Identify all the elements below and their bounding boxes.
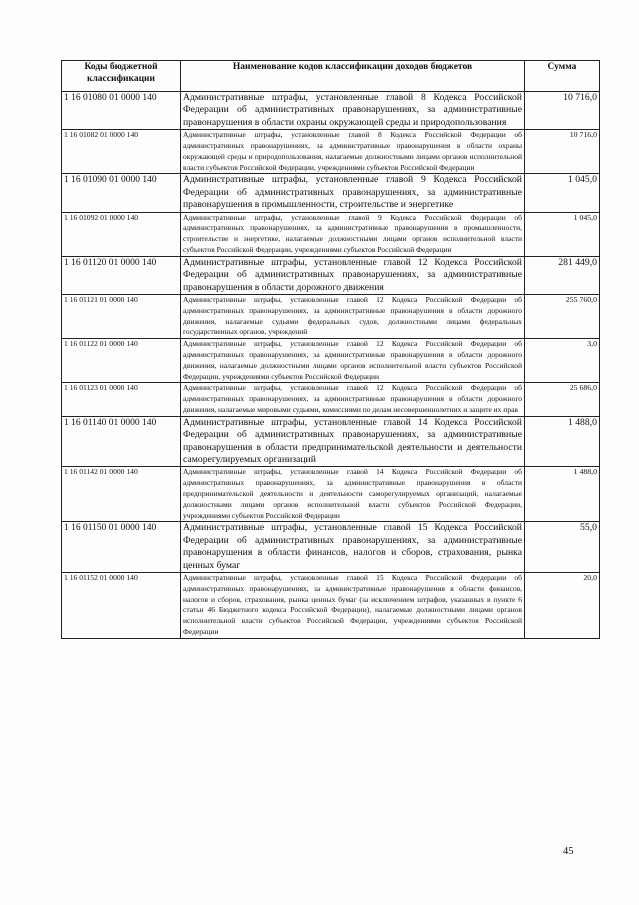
row-code: 1 16 01080 01 0000 140 <box>62 92 181 130</box>
row-sum: 255 760,0 <box>525 295 600 339</box>
table-row <box>62 295 600 339</box>
row-sum: 281 449,0 <box>525 256 600 294</box>
row-code: 1 16 01140 01 0000 140 <box>62 416 181 467</box>
row-name: Административные штрафы, установленные главой 12 Кодекса Российской Федерации об административных правонарушениях, за административные правонарушения в области дорожного движения, налагаемые судьями федеральных судов, должностными лицами федеральных государственных органов, учреждений <box>181 295 525 339</box>
header-code: Коды бюджетной классификации <box>62 61 181 92</box>
row-name: Административные штрафы, установленные главой 12 Кодекса Российской Федерации об административных правонарушениях, за административные правонарушения в области дорожного движения <box>181 256 525 294</box>
header-sum: Сумма <box>525 61 600 92</box>
row-name: Административные штрафы, установленные главой 12 Кодекса Российской Федерации об административных правонарушениях, за административные правонарушения в области дорожного движения, налагаемые должностными лицами органов исполнительной власти субъектов Российской Федерации, учреждениями субъектов Российской Федерации <box>181 339 525 383</box>
table-row <box>62 467 600 522</box>
row-sum: 1 488,0 <box>525 467 600 522</box>
table-row <box>62 339 600 383</box>
row-sum: 1 045,0 <box>525 174 600 212</box>
table-row <box>62 416 600 467</box>
table-row <box>62 383 600 416</box>
row-name: Административные штрафы, установленные главой 8 Кодекса Российской Федерации об административных правонарушениях, за административные правонарушения в области охраны окружающей среды и природопользования, налагаемые должностными лицами органов исполнительной власти субъектов Российской Федерации, учреждениями субъектов Российской Федерации <box>181 130 525 174</box>
page-number: 45 <box>563 846 574 857</box>
row-code: 1 16 01142 01 0000 140 <box>62 467 181 522</box>
row-sum: 1 045,0 <box>525 212 600 256</box>
row-sum: 3,0 <box>525 339 600 383</box>
table-row <box>62 573 600 639</box>
row-name: Административные штрафы, установленные главой 14 Кодекса Российской Федерации об административных правонарушениях, за административные правонарушения в области предпринимательской деятельности и деятельности саморегулируемых организаций <box>181 416 525 467</box>
row-name: Административные штрафы, установленные главой 15 Кодекса Российской Федерации об административных правонарушениях, за административные правонарушения в области финансов, налогов и сборов, страхования, рынка ценных бумаг <box>181 522 525 573</box>
row-code: 1 16 01082 01 0000 140 <box>62 130 181 174</box>
table-row <box>62 174 600 212</box>
row-name: Административные штрафы, установленные главой 14 Кодекса Российской Федерации об административных правонарушениях, за административные правонарушения в области предпринимательской деятельности и деятельности саморегулируемых организаций, налагаемые должностными лицами органов исполнительной власти субъектов Российской Федерации, учреждениями субъектов Российской Федерации <box>181 467 525 522</box>
table-row <box>62 92 600 130</box>
table-row <box>62 522 600 573</box>
row-name: Административные штрафы, установленные главой 8 Кодекса Российской Федерации об административных правонарушениях, за административные правонарушения в области охраны окружающей среды и природопользования <box>181 92 525 130</box>
row-code: 1 16 01090 01 0000 140 <box>62 174 181 212</box>
row-name: Административные штрафы, установленные главой 15 Кодекса Российской Федерации об административных правонарушениях, за административные правонарушения в области финансов, налогов и сборов, страхования, рынка ценных бумаг (за исключением штрафов, указанных в пункте 6 статьи 46 Бюджетного кодекса Российской Федерации), налагаемые должностными лицами органов исполнительной власти субъектов Российской Федерации, учреждениями субъектов Российской Федерации <box>181 573 525 639</box>
table-row <box>62 256 600 294</box>
row-sum: 1 488,0 <box>525 416 600 467</box>
budget-classification-table <box>61 60 600 639</box>
table-header-row <box>62 61 600 92</box>
row-sum: 20,0 <box>525 573 600 639</box>
row-name: Административные штрафы, установленные главой 9 Кодекса Российской Федерации об административных правонарушениях, за административные правонарушения в промышленности, строительстве и энергетике <box>181 174 525 212</box>
row-name: Административные штрафы, установленные главой 12 Кодекса Российской Федерации об административных правонарушениях, за административные правонарушения в области дорожного движения, налагаемые мировыми судьями, комиссиями по делам несовершеннолетних и защите их прав <box>181 383 525 416</box>
row-code: 1 16 01122 01 0000 140 <box>62 339 181 383</box>
row-code: 1 16 01120 01 0000 140 <box>62 256 181 294</box>
table-row <box>62 130 600 174</box>
row-sum: 10 716,0 <box>525 130 600 174</box>
row-code: 1 16 01092 01 0000 140 <box>62 212 181 256</box>
header-name: Наименование кодов классификации доходов бюджетов <box>181 61 525 92</box>
row-code: 1 16 01123 01 0000 140 <box>62 383 181 416</box>
row-code: 1 16 01150 01 0000 140 <box>62 522 181 573</box>
row-code: 1 16 01152 01 0000 140 <box>62 573 181 639</box>
row-sum: 10 716,0 <box>525 92 600 130</box>
row-code: 1 16 01121 01 0000 140 <box>62 295 181 339</box>
row-sum: 25 686,0 <box>525 383 600 416</box>
row-sum: 55,0 <box>525 522 600 573</box>
table-row <box>62 212 600 256</box>
row-name: Административные штрафы, установленные главой 9 Кодекса Российской Федерации об административных правонарушениях, за административные правонарушения в промышленности, строительстве и энергетике, налагаемые должностными лицами органов исполнительной власти субъектов Российской Федерации, учреждениями субъектов Российской Федерации <box>181 212 525 256</box>
